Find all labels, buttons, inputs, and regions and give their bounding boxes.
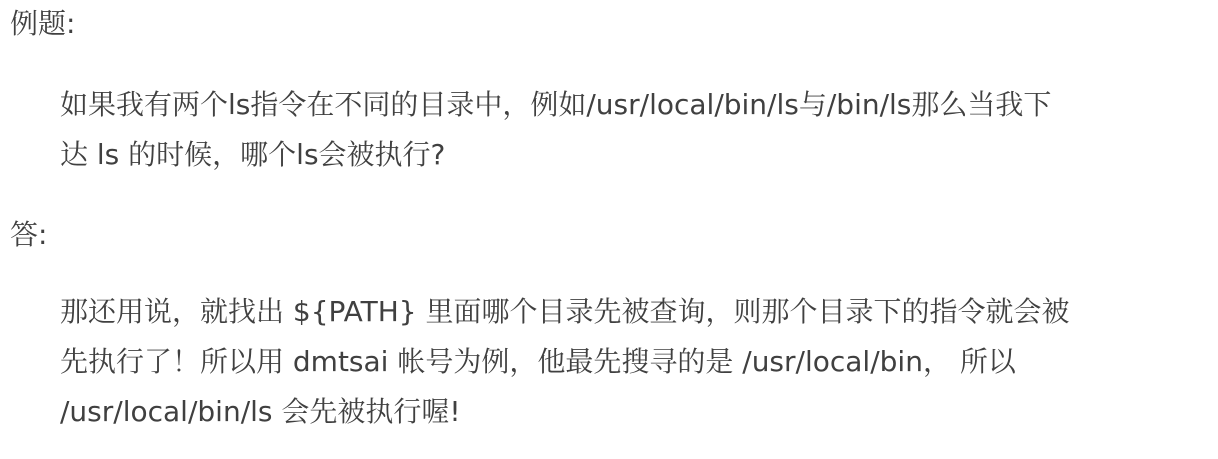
example-label: 例题: — [10, 7, 76, 40]
question-line: 如果我有两个ls指令在不同的目录中，例如/usr/local/bin/ls与/bin/ls那么当我下 — [60, 88, 1052, 121]
answer-paragraph — [60, 287, 1210, 437]
question-line: 达 ls 的时候，哪个ls会被执行? — [60, 138, 446, 171]
answer-line: 那还用说，就找出 ${PATH} 里面哪个目录先被查询，则那个目录下的指令就会被 — [60, 295, 1070, 328]
answer-line: /usr/local/bin/ls 会先被执行喔! — [60, 395, 461, 428]
answer-label: 答: — [10, 218, 48, 251]
question-paragraph — [60, 80, 1210, 180]
answer-line: 先执行了！所以用 dmtsai 帐号为例，他最先搜寻的是 /usr/local/bin， 所以 — [60, 345, 1016, 378]
